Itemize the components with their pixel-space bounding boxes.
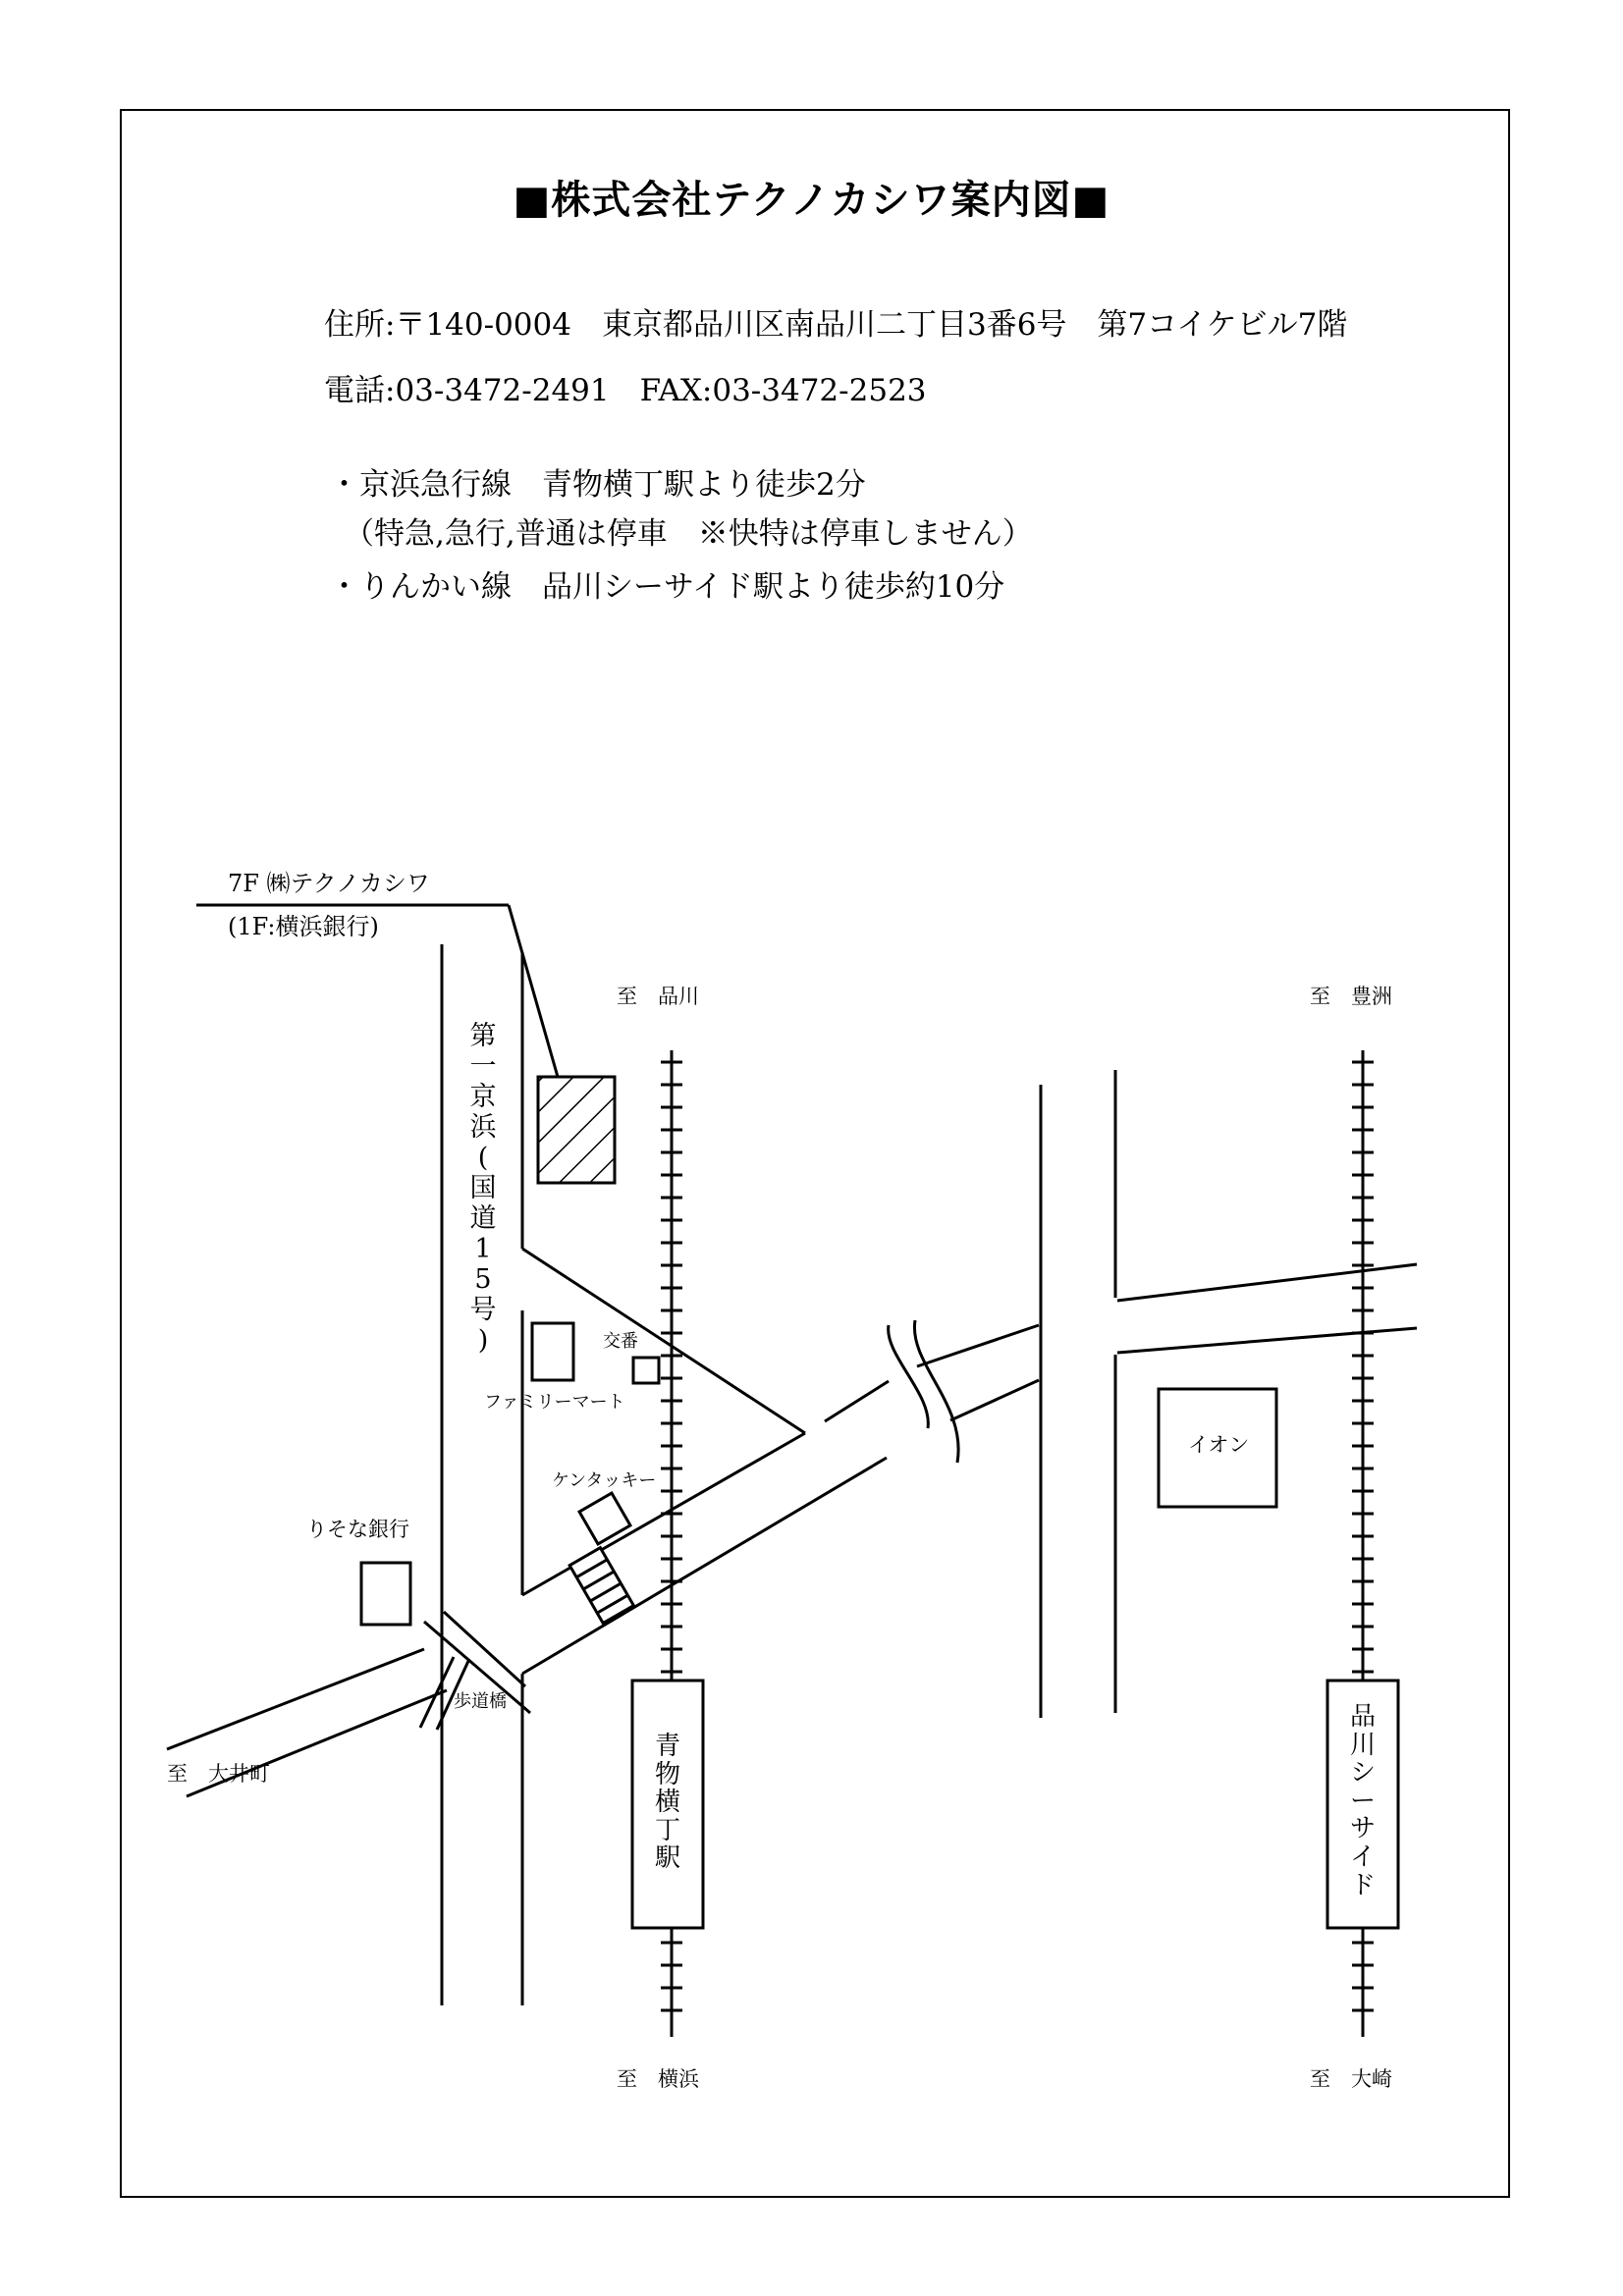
- route15-label-char: 道: [469, 1203, 497, 1235]
- route15-label-char: ): [477, 1325, 489, 1357]
- direction-oimachi: 至 大井町: [167, 1762, 270, 1786]
- footbridge-label: 歩道橋: [454, 1691, 507, 1712]
- seaside-station-label-char: 品: [1349, 1702, 1376, 1732]
- company-floor-label: (1F:横浜銀行): [228, 913, 379, 940]
- company-leader-diagonal: [509, 905, 558, 1077]
- direction-shinagawa: 至 品川: [617, 985, 699, 1008]
- seaside-station-label-char: 川: [1349, 1730, 1376, 1760]
- aeon-label: イオン: [1188, 1433, 1250, 1457]
- main-road-north-1: [825, 1381, 889, 1421]
- route15-label-char: 第: [469, 1021, 497, 1051]
- footbridge-stair-1: [420, 1657, 454, 1728]
- direction-toyosu: 至 豊洲: [1310, 985, 1392, 1008]
- seaside-station-label-char: サ: [1349, 1814, 1376, 1844]
- aomono-station-label-char: 物: [654, 1759, 680, 1789]
- koban-building: [633, 1358, 659, 1383]
- route15-label-char: 一: [469, 1051, 497, 1083]
- main-road-south-2: [950, 1380, 1039, 1420]
- aomono-station-label-char: 丁: [654, 1815, 680, 1845]
- aomono-yokocho-station-label: [650, 1733, 685, 1873]
- address-text: 住所:〒140-0004 東京都品川区南品川二丁目3番6号 第7コイケビル7階: [324, 307, 1348, 343]
- seaside-station-label-char: ド: [1349, 1870, 1376, 1900]
- access-rinkai: ・りんかい線 品川シーサイド駅より徒歩約10分: [329, 569, 1005, 605]
- seaside-station-label-char: ー: [1349, 1786, 1376, 1816]
- route15-label-char: 国: [469, 1173, 497, 1204]
- route15-label: [463, 1021, 503, 1357]
- crosswalk: [569, 1548, 633, 1624]
- road-break-mark-1: [889, 1325, 929, 1428]
- oimachi-road-north: [167, 1649, 424, 1749]
- access-keikyu-note: （特急,急行,普通は停車 ※快特は停車しません）: [344, 516, 1033, 552]
- route15-label-char: 1: [474, 1234, 492, 1265]
- familymart-building: [532, 1323, 573, 1380]
- route15-label-char: 浜: [469, 1112, 497, 1144]
- familymart-label: ファミリーマート: [484, 1392, 625, 1413]
- resona-building: [361, 1563, 410, 1625]
- access-keikyu: ・京浜急行線 青物横丁駅より徒歩2分: [329, 467, 866, 503]
- page-title: ■株式会社テクノカシワ案内図■: [513, 177, 1110, 223]
- company-label: 7F ㈱テクノカシワ: [228, 870, 430, 897]
- route15-label-char: 京: [469, 1082, 497, 1113]
- route15-label-char: 号: [469, 1295, 497, 1326]
- road-break-mark-2: [914, 1320, 958, 1463]
- phone-text: 電話:03-3472-2491 FAX:03-3472-2523: [324, 373, 927, 408]
- koban-label: 交番: [603, 1331, 638, 1352]
- aomono-station-label-char: 横: [654, 1788, 680, 1818]
- company-building: [538, 1077, 615, 1183]
- seaside-station-label-char: イ: [1349, 1842, 1376, 1872]
- seaside-station-label-char: シ: [1349, 1758, 1376, 1789]
- shinagawa-seaside-station-label: [1345, 1703, 1380, 1899]
- route15-label-char: 5: [474, 1264, 492, 1296]
- direction-yokohama: 至 横浜: [617, 2067, 699, 2091]
- direction-osaki: 至 大崎: [1310, 2067, 1392, 2091]
- route15-label-char: (: [477, 1143, 489, 1174]
- main-road-north-3: [1117, 1264, 1417, 1301]
- resona-label: りそな銀行: [306, 1518, 409, 1541]
- kfc-label: ケンタッキー: [552, 1470, 657, 1491]
- aomono-station-label-char: 青: [654, 1732, 680, 1761]
- aomono-station-label-char: 駅: [654, 1843, 680, 1874]
- main-road-north-2: [917, 1325, 1039, 1366]
